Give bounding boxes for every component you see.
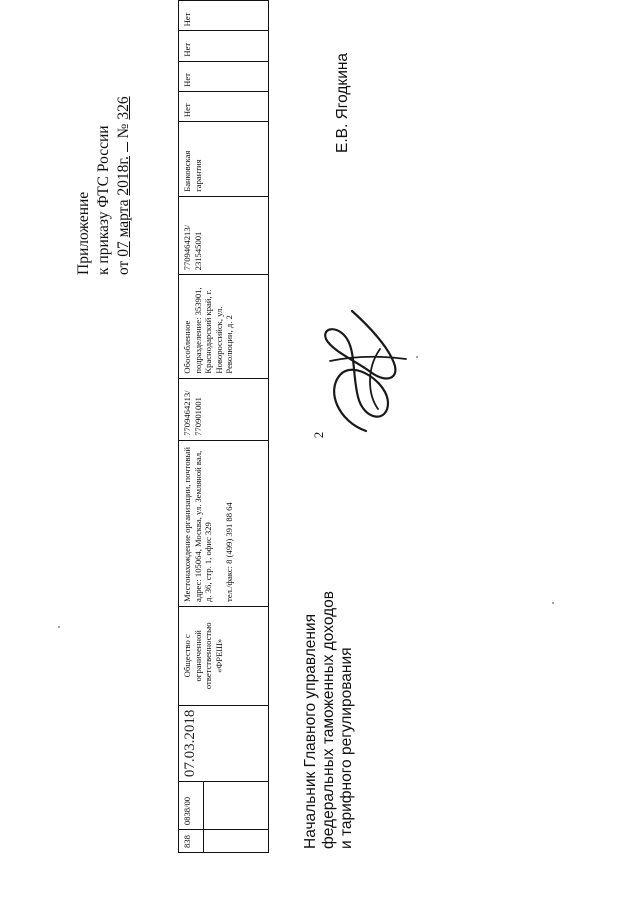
cell-code: 0838/00 [179, 782, 204, 830]
date-month: марта [115, 199, 132, 238]
appendix-header [74, 96, 134, 275]
phone-text: тел./факс: 8 (499) 391 88 64 [223, 502, 234, 602]
date-prefix: от [115, 260, 132, 275]
cell-date: 07.03.2018 [179, 705, 269, 782]
cell-flag-2: Нет [179, 61, 269, 91]
signatory-title [302, 591, 356, 849]
appendix-date-line [114, 96, 134, 275]
cell-flag-1: Нет [179, 91, 269, 121]
cell-address [179, 440, 269, 606]
address-text: Местонахождение организации, почтовый адрес: 105064, Москва, ул. Земляной вал, д. 36, стр. 1, офис 329 [182, 447, 213, 602]
cell-flag-3: Нет [179, 31, 269, 61]
signatory-name: Е.В. Ягодкина [334, 52, 351, 153]
signatory-title-line: Начальник Главного управления [302, 614, 319, 849]
cell-guarantee: Банковская гарантия [179, 122, 269, 197]
cell-inn-kpp: 7709464213/ 770901001 [179, 378, 269, 440]
date-day: 07 [115, 241, 132, 257]
registry-table [178, 0, 269, 853]
appendix-title: Приложение [75, 191, 92, 275]
cell-number: 838 [179, 830, 204, 853]
number-sign: № [115, 123, 132, 139]
blank-rule [127, 142, 128, 152]
cell-empty [204, 782, 269, 830]
cell-empty [204, 830, 269, 853]
order-number: 326 [115, 96, 132, 120]
cell-org-name: Общество с ограниченной ответственностью «ФРЕШ» [179, 606, 269, 705]
date-year: 2018г. [115, 156, 132, 196]
signatory-title-line: федеральных таможенных доходов [320, 590, 337, 849]
page-number: 2 [311, 431, 326, 439]
signatory-title-line: и тарифного регулирования [338, 647, 355, 849]
appendix-order-ref: к приказу ФТС России [95, 125, 112, 275]
cell-branch: Обособленное подразделение: 353901, Краснодарский край, г. Новороссийск, ул. Революции, д. 2 [179, 275, 269, 378]
cell-branch-inn-kpp: 7709464213/ 231545001 [179, 196, 269, 275]
handwritten-signature [308, 303, 418, 443]
cell-flag-4: Нет [179, 1, 269, 31]
table-row [179, 1, 204, 853]
